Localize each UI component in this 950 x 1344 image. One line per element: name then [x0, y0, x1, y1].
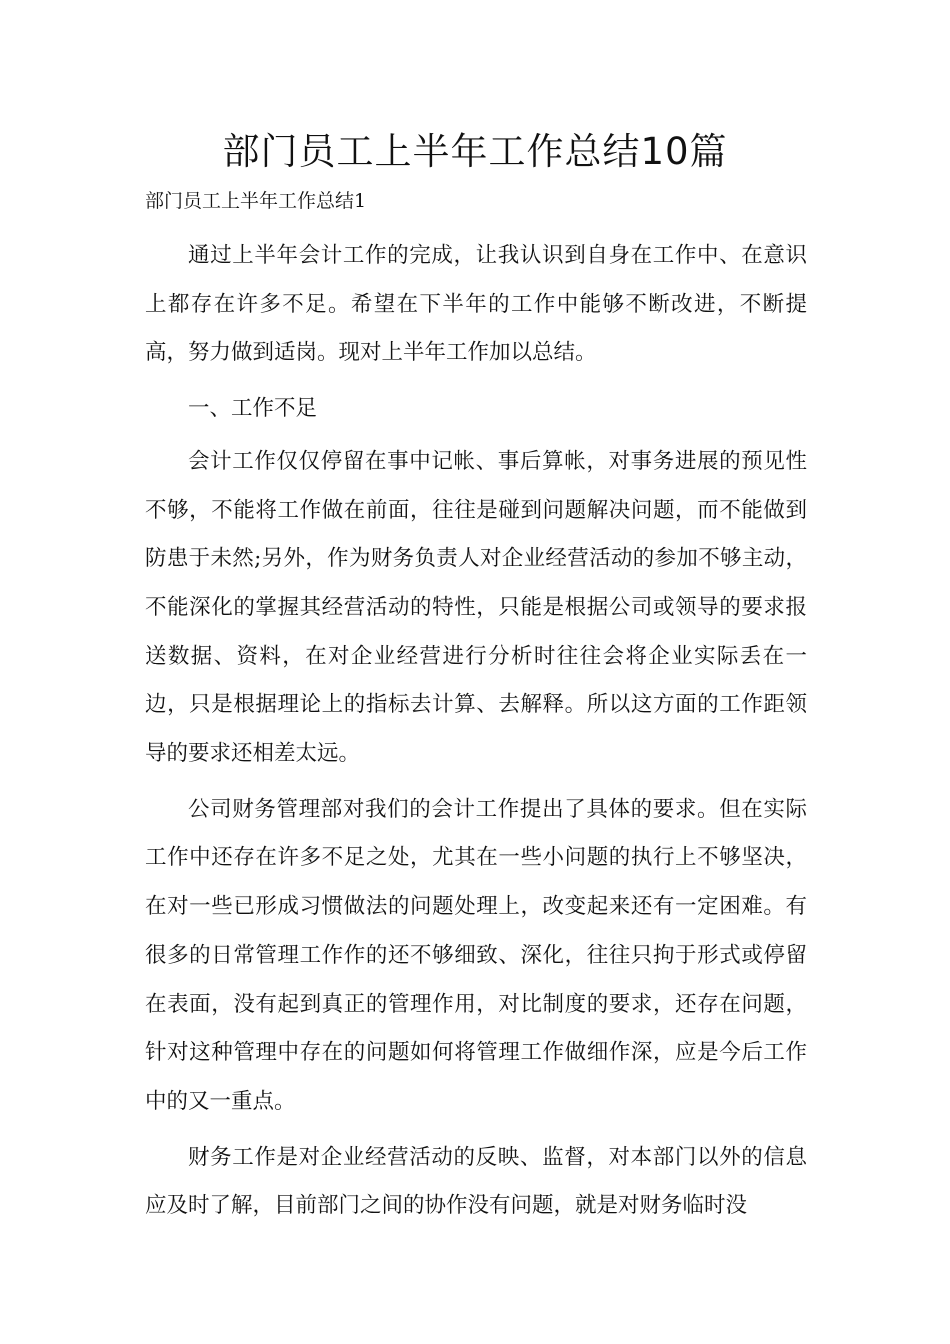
section-subtitle: 部门员工上半年工作总结1 [145, 190, 367, 212]
section-heading: 一、工作不足 [188, 396, 318, 422]
document-body [145, 232, 807, 1238]
paragraph-intro: 通过上半年会计工作的完成，让我认识到自身在工作中、在意识上都存在许多不足。希望在下半年的工作中能够不断改进，不断提高，努力做到适岗。现对上半年工作加以总结。 [145, 243, 807, 366]
paragraph-body: 公司财务管理部对我们的会计工作提出了具体的要求。但在实际工作中还存在许多不足之处，尤其在一些小问题的执行上不够坚决，在对一些已形成习惯做法的问题处理上，改变起来还有一定困难。有很多的日常管理工作作的还不够细致、深化，往往只拘于形式或停留在表面，没有起到真正的管理作用，对比制度的要求，还存在问题，针对这种管理中存在的问题如何将管理工作做细作深，应是今后工作中的又一重点。 [145, 796, 807, 1114]
paragraph-body: 财务工作是对企业经营活动的反映、监督，对本部门以外的信息应及时了解，目前部门之间的协作没有问题，就是对财务临时没 [145, 1144, 807, 1219]
paragraph-body: 会计工作仅仅停留在事中记帐、事后算帐，对事务进展的预见性不够，不能将工作做在前面，往往是碰到问题解决问题，而不能做到防患于未然;另外，作为财务负责人对企业经营活动的参加不够主动，不能深化的掌握其经营活动的特性，只能是根据公司或领导的要求报送数据、资料，在对企业经营进行分析时往往会将企业实际丢在一边，只是根据理论上的指标去计算、去解释。所以这方面的工作距领导的要求还相差太远。 [145, 448, 807, 767]
document-title: 部门员工上半年工作总结10篇 [222, 130, 728, 173]
